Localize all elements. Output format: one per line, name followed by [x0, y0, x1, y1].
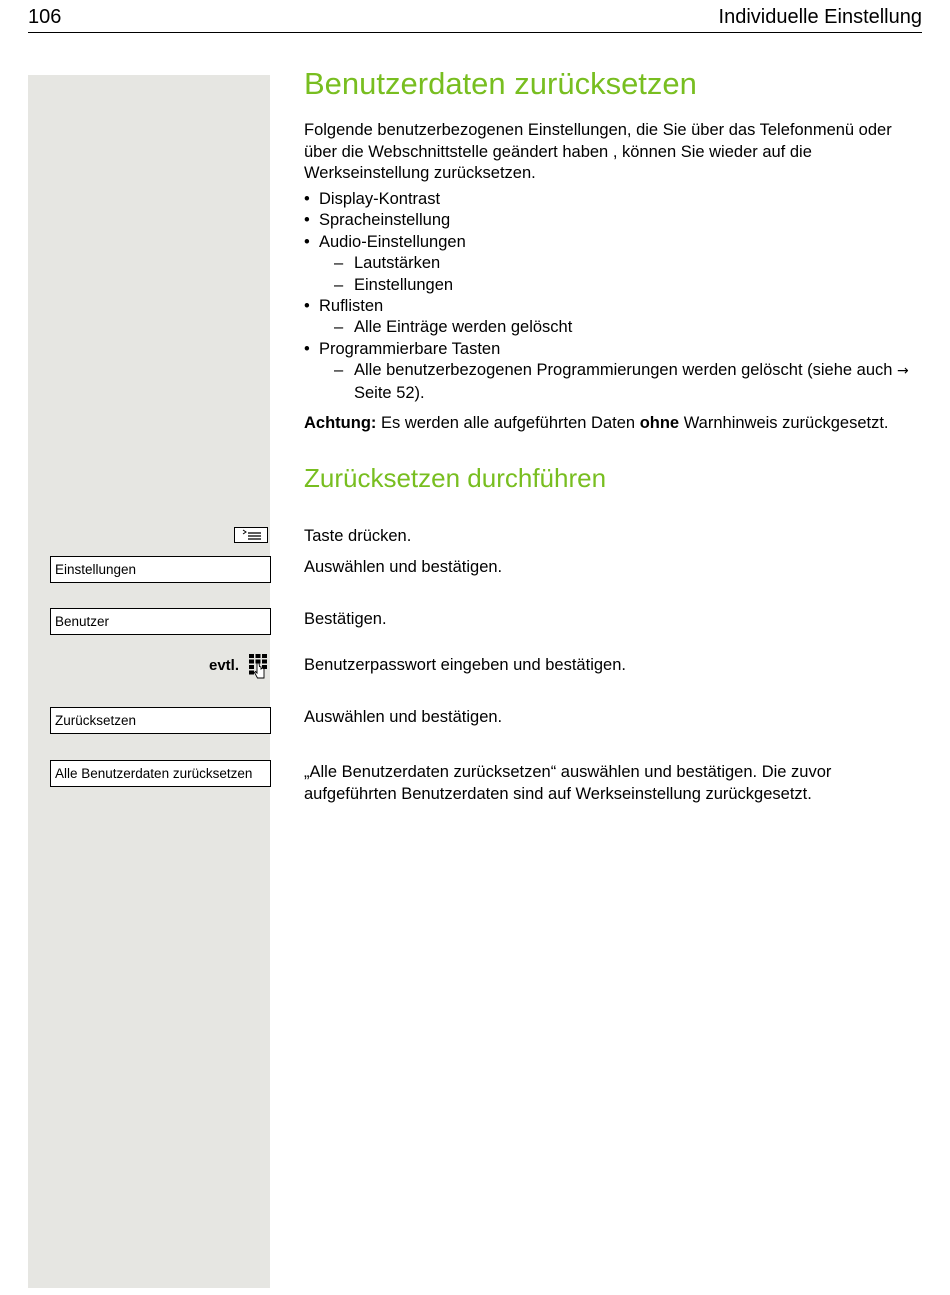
menu-option-alle-benutzerdaten-zuruecksetzen[interactable]: Alle Benutzerdaten zurücksetzen	[50, 760, 271, 787]
list-item: • Spracheinstellung	[304, 210, 924, 231]
page-reference-link[interactable]: Seite 52).	[354, 383, 425, 402]
page-number: 106	[28, 6, 62, 28]
list-item: • Display-Kontrast	[304, 189, 924, 210]
menu-option-einstellungen[interactable]: Einstellungen	[50, 556, 271, 583]
warning-text-end: Warnhinweis zurückgesetzt.	[683, 414, 889, 432]
section-subheading: Zurücksetzen durchführen	[304, 463, 607, 493]
page-heading: Benutzerdaten zurücksetzen	[304, 66, 697, 101]
evtl-label: evtl.	[209, 657, 240, 674]
sidebar-panel	[28, 75, 270, 1288]
step-2-text: Auswählen und bestätigen.	[304, 558, 503, 576]
menu-option-zuruecksetzen[interactable]: Zurücksetzen	[50, 707, 271, 734]
warning-text: Es werden alle aufgeführten Daten	[381, 414, 636, 432]
warning-label: Achtung:	[304, 414, 377, 432]
step-5-text: Auswählen und bestätigen.	[304, 708, 503, 726]
settings-list	[304, 189, 924, 404]
warning-paragraph	[304, 413, 924, 435]
list-subitem	[304, 360, 924, 404]
list-item: • Programmierbare Tasten	[304, 339, 924, 360]
step-6-text: „Alle Benutzerdaten zurücksetzen“ auswählen und bestätigen. Die zuvor aufgeführten Benutzerdaten sind auf Werkseinstellung zurückgesetzt.	[304, 763, 832, 803]
keypad-icon	[248, 653, 268, 679]
subitem-text: Alle benutzerbezogenen Programmierungen werden gelöscht (siehe auch	[354, 361, 893, 380]
header-rule	[28, 32, 922, 33]
list-subitem: – Einstellungen	[304, 275, 924, 296]
step-1-text: Taste drücken.	[304, 527, 412, 545]
step-4-text: Benutzerpasswort eingeben und bestätigen.	[304, 656, 626, 674]
warning-emphasis: ohne	[639, 414, 680, 432]
section-title: Individuelle Einstellung	[718, 6, 922, 28]
step-3-text: Bestätigen.	[304, 610, 387, 628]
menu-key-icon	[234, 527, 268, 543]
intro-paragraph: Folgende benutzerbezogenen Einstellungen, die Sie über das Telefonmenü oder über die Webschnittstelle geändert haben , können Sie wieder auf die Werkseinstellung zurücksetzen.	[304, 121, 892, 182]
list-item: • Audio-Einstellungen	[304, 232, 924, 253]
arrow-right-icon: →	[897, 363, 909, 380]
list-item: • Ruflisten	[304, 296, 924, 317]
menu-option-benutzer[interactable]: Benutzer	[50, 608, 271, 635]
list-subitem: – Lautstärken	[304, 253, 924, 274]
list-subitem: – Alle Einträge werden gelöscht	[304, 317, 924, 338]
